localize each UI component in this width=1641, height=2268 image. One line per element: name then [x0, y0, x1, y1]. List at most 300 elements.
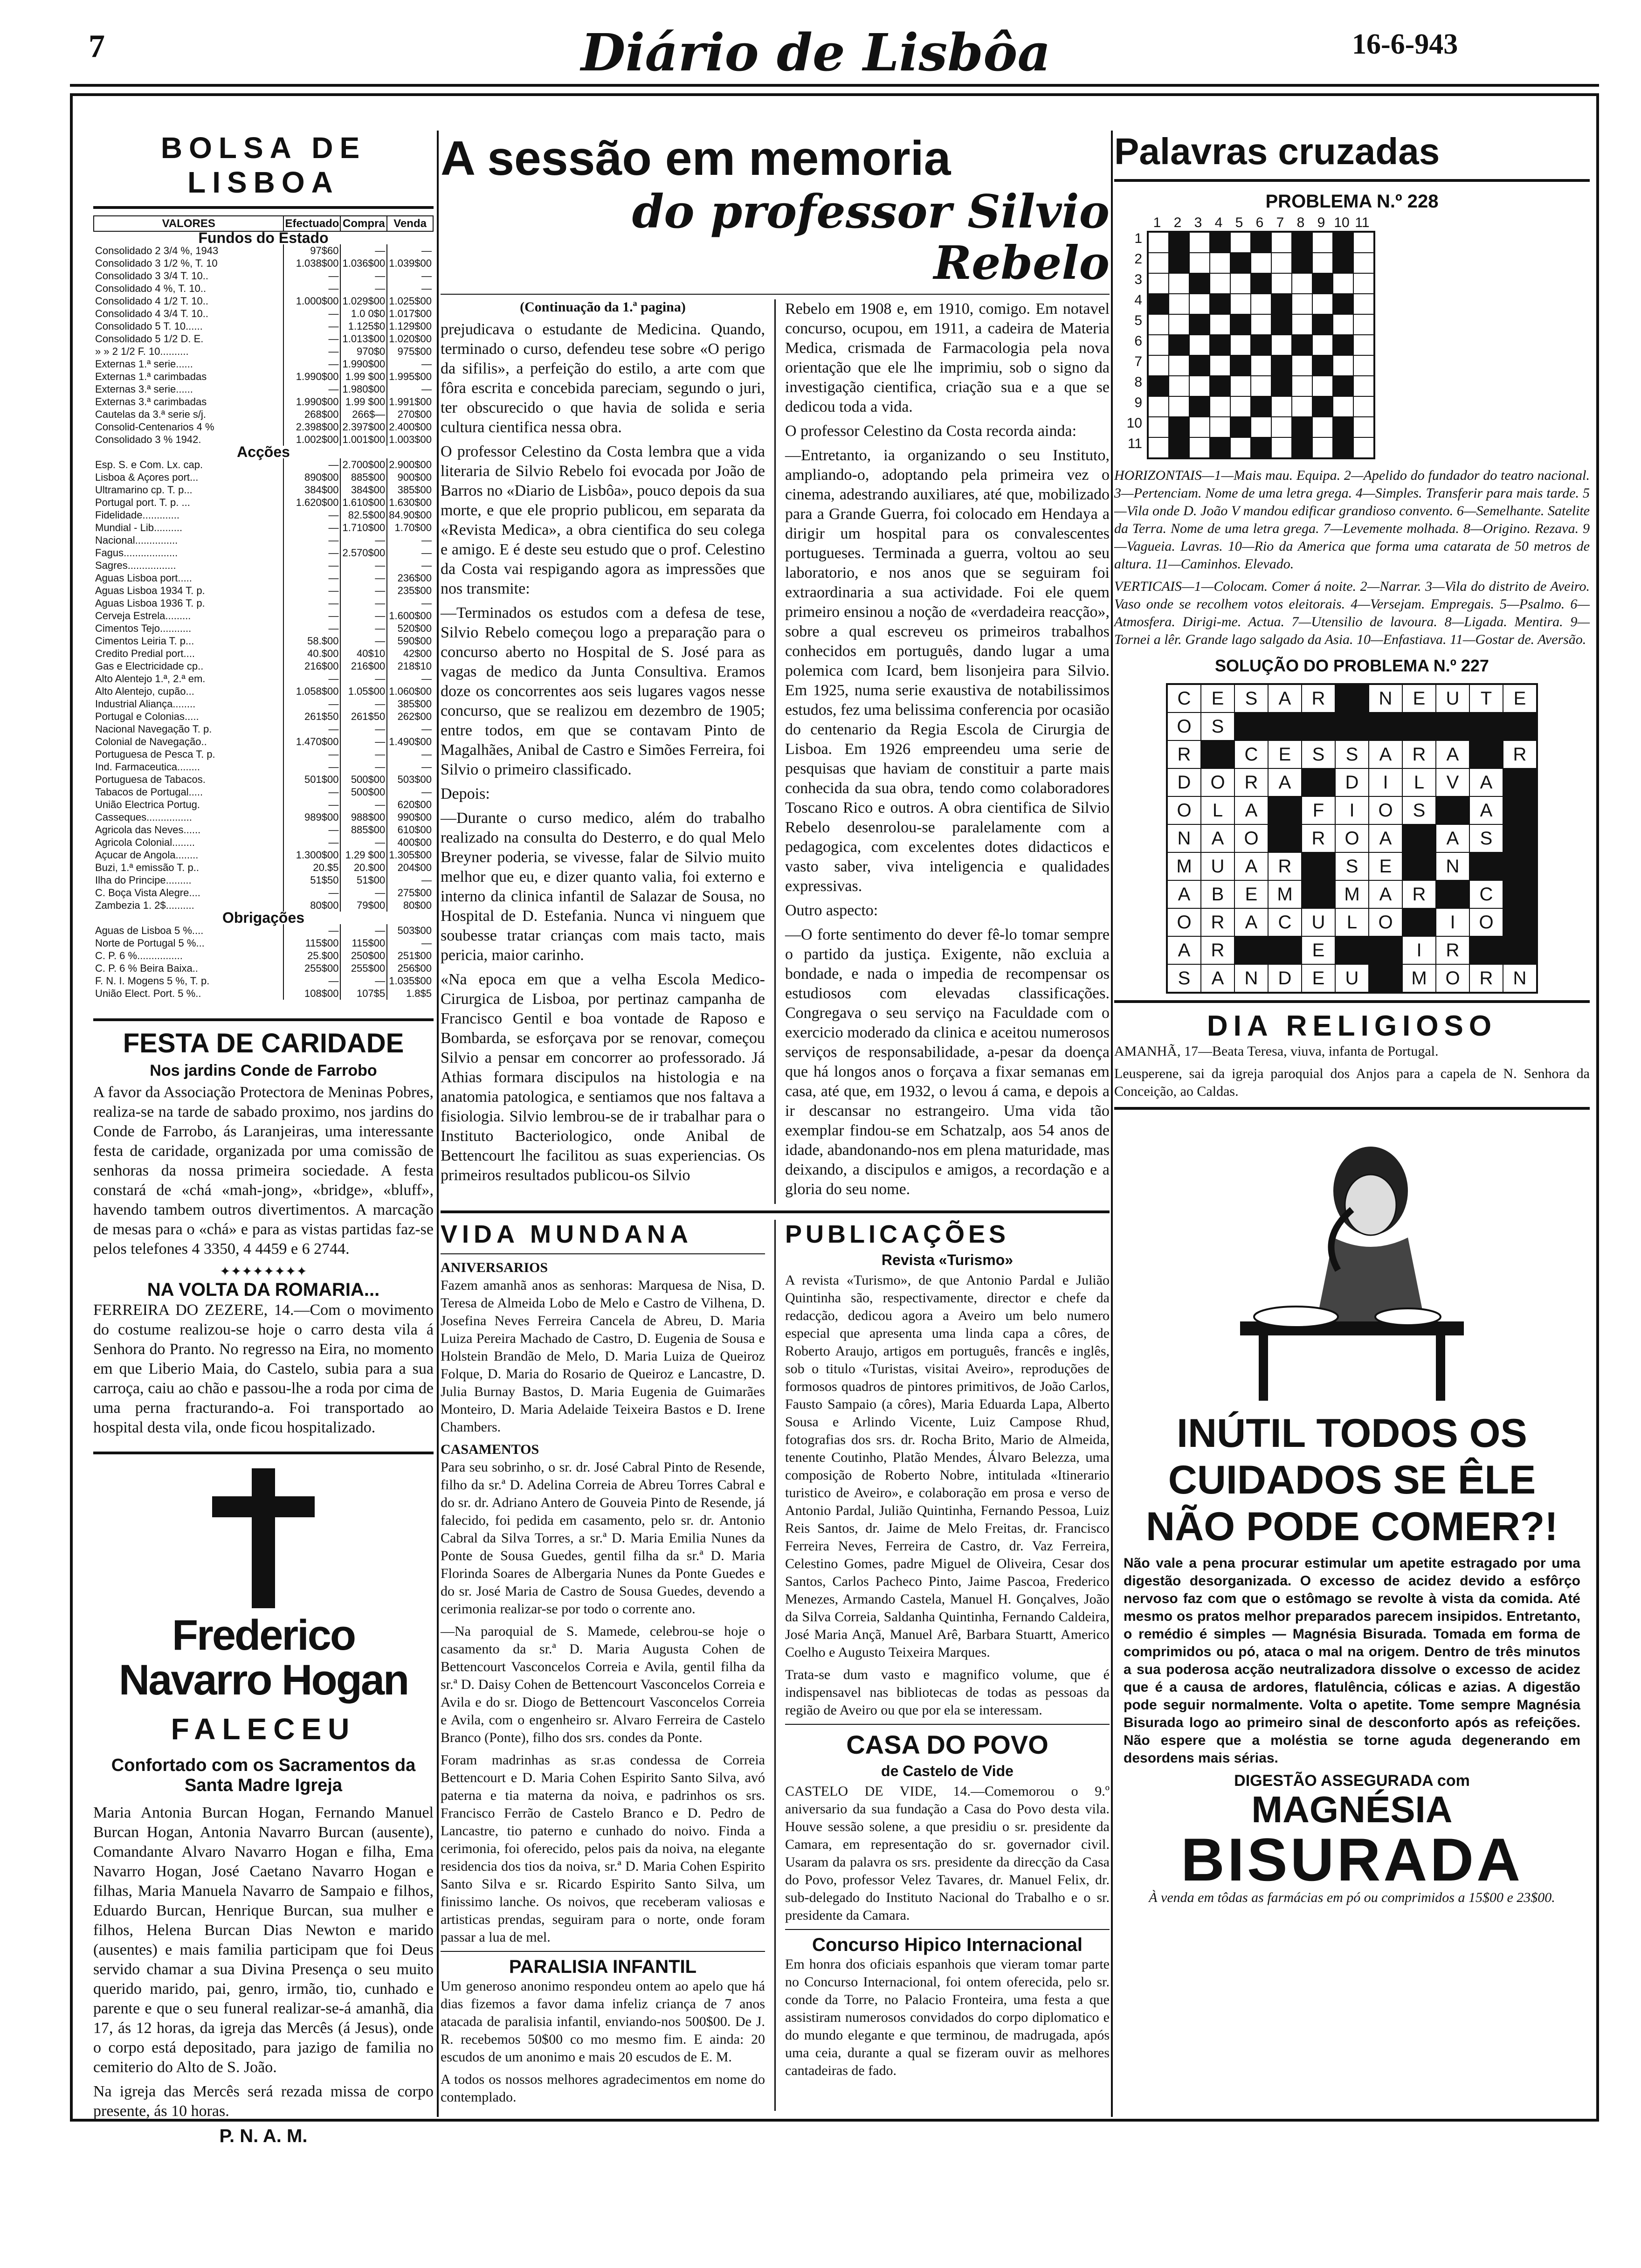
divider	[1114, 1000, 1590, 1003]
price-cell: 1.980$00	[340, 383, 387, 395]
crossword-cell	[1312, 294, 1333, 314]
solution-cell: C	[1234, 740, 1268, 768]
crossword-cell	[1169, 232, 1189, 253]
crossword-cell	[1292, 232, 1312, 253]
festa-title: FESTA DE CARIDADE	[123, 1028, 404, 1058]
newspaper-title: Diário de Lisbôa	[581, 22, 1051, 83]
price-cell: —	[283, 521, 340, 534]
table-row	[94, 761, 433, 773]
vida-title: VIDA MUNDANA	[441, 1220, 693, 1248]
crossword-cell	[1148, 335, 1169, 355]
solution-cell	[1234, 712, 1268, 740]
security-name: Tabacos de Portugal.....	[95, 786, 203, 798]
table-row	[94, 496, 433, 509]
crossword-cell	[1271, 253, 1292, 273]
crossword-cell	[1312, 396, 1333, 417]
security-name: Casseques................	[95, 811, 192, 823]
grid-col-number: 3	[1194, 215, 1202, 230]
security-name: Ilha do Principe.........	[95, 874, 192, 886]
table-row	[94, 509, 433, 521]
price-cell: —	[340, 270, 387, 282]
table-row	[94, 937, 433, 949]
security-name: Aguas de Lisboa 5 %....	[95, 925, 204, 936]
solution-cell: L	[1201, 796, 1234, 824]
price-cell: —	[283, 672, 340, 685]
price-cell: 251$00	[387, 949, 433, 962]
price-cell: 256$00	[387, 962, 433, 975]
solution-cell	[1402, 824, 1436, 852]
solution-cell: O	[1167, 908, 1201, 936]
solution-cell: R	[1302, 685, 1335, 712]
table-row	[94, 534, 433, 546]
grid-col-number: 9	[1317, 215, 1325, 230]
solution-cell	[1469, 740, 1503, 768]
publicacoes-sub: Revista «Turismo»	[881, 1252, 1014, 1268]
grid-row-number: 6	[1134, 333, 1142, 349]
solution-cell: S	[1469, 824, 1503, 852]
dia-body: AMANHÃ, 17—Beata Teresa, viuva, infanta de Portugal.	[1114, 1044, 1439, 1059]
solution-cell: S	[1335, 740, 1369, 768]
solution-cell	[1503, 768, 1537, 796]
solution-cell: R	[1234, 768, 1268, 796]
table-row	[94, 358, 433, 370]
table-row	[94, 748, 433, 761]
solution-cell: E	[1302, 964, 1335, 992]
left-column	[93, 131, 434, 2146]
solution-cell: A	[1436, 740, 1469, 768]
solution-cell: A	[1469, 768, 1503, 796]
crossword-cell	[1312, 314, 1333, 335]
crossword-cell	[1333, 437, 1353, 458]
table-row	[94, 244, 433, 257]
publicacoes-title: PUBLICAÇÕES	[785, 1220, 1010, 1248]
aniversarios-body: Fazem amanhã anos as senhoras: Marquesa de Nisa, D. Teresa de Almeida Lobo de Melo e Castro de Vilhena, D. Josefina Neves Ferreira Cancela de Abreu, D. Maria Luiza Pereira Machado de Castro, D. Eugenia de Sousa e Holstein Brandão de Melo, D. Maria Luiza de Queiroz Folque, D. Maria do Rosario de Queiroz e Lancastre, D. Julia Burnay Bastos, D. Maria Eugenia de Guimarães Monteiro, D. Maria Adelaide Teixeira Bastos e D. Irene Chambers.	[441, 1278, 765, 1435]
crossword-cell	[1210, 314, 1230, 335]
solution-cell: D	[1335, 768, 1369, 796]
divider	[1114, 179, 1590, 182]
palavras-title: Palavras cruzadas	[1114, 131, 1440, 172]
table-row	[94, 811, 433, 823]
casa-sub: de Castelo de Vide	[881, 1763, 1014, 1779]
price-cell: 1.99 $00	[340, 370, 387, 383]
price-cell: —	[387, 786, 433, 798]
price-cell: 1.8$5	[387, 987, 433, 1000]
sessao-paragraph: —Entretanto, ia organizando o seu Instituto, ampliando-o, adoptando pela primeira vez o cinema, adestrando auxiliares, até que, mobilizado para a Grande Guerra, foi colocado em Hendaya a dirigir um hospital para os convalescentes portugueses. Terminada a guerra, voltou ao seu laboratorio, e nos anos que se seguiram foi extraordinaria a sua actividade. Foi ele quem primeiro ensinou a noção de «verdadeira reacção», sobre a qual escreveu os primeiros trabalhos conhecidos em português, dando lugar a uma polemica com Icard, bem lisonjeira para Silvio. Em 1925, numa serie exaustiva de notabilissimos estudos, fez uma belissima conferencia por ocasião do centenario da Regia Escola de Cirurgia de Lisboa. Em 1926 empreendeu uma serie de pesquisas que haviam de constituir a parte mais conhecida da sua obra, tendo como colaboradores Toscano Rico e outros. A obra cientifica de Silvio Rebelo desenrolou-se paralelamente com a pedagogica, com excelentes dotes didacticos e vasto saber, viva inteligencia e qualidades expressivas.	[785, 447, 1110, 895]
ad-brand-1: MAGNÉSIA	[1251, 1789, 1453, 1830]
crossword-cell	[1333, 294, 1353, 314]
price-cell: 80$00	[387, 899, 433, 912]
ad-assegurada: DIGESTÃO ASSEGURADA com	[1234, 1772, 1470, 1790]
crossword-cell	[1189, 314, 1210, 335]
price-cell: —	[340, 735, 387, 748]
middle-column	[441, 131, 1110, 2117]
table-row	[94, 408, 433, 421]
crossword-cell	[1271, 335, 1292, 355]
table-row	[94, 698, 433, 710]
grid-col-number: 7	[1276, 215, 1284, 230]
paralisia-title: PARALISIA INFANTIL	[509, 1957, 697, 1977]
solution-cell: A	[1369, 880, 1402, 908]
obituary-signature: P. N. A. M.	[219, 2126, 308, 2146]
table-row	[94, 332, 433, 345]
solution-cell	[1268, 824, 1302, 852]
price-cell: —	[387, 244, 433, 257]
crossword-cell	[1148, 396, 1169, 417]
price-cell: 975$00	[387, 345, 433, 358]
solution-cell: S	[1335, 852, 1369, 880]
crossword-cell	[1189, 417, 1210, 437]
security-name: Externas 1.ª carimbadas	[95, 371, 207, 382]
price-cell: 1.020$00	[387, 332, 433, 345]
table-row	[94, 886, 433, 899]
solution-cell	[1335, 685, 1369, 712]
solution-cell: S	[1302, 740, 1335, 768]
publicacoes-body: A revista «Turismo», de que Antonio Pardal e Julião Quintinha são, respectivamente, director e chefe da redacção, dedicou agora a Aveiro um belo numero especial que apresenta uma linda capa a côres, de Roberto Araujo, artigos em português, francês e inglês, sob o titulo «Turistas, visitai Aveiro», reproduções de formosos quadros de pintores primitivos, de João Carlos, Fausto Sampaio (a côres), Maria Eduarda Lapa, Alberto Sousa e Arlindo Vicente, Luiz Campose Rhud, fotografias dos srs. dr. Rocha Brito, Mario de Almeida, tenente Coutinho, Platão Mendes, Álvaro Belezza, uma composição de Roberto Nobre, intitulada «Itinerario turistico de Aveiro», e colaboração em prosa e verso de Antonio Pardal, Julião Quintinha, Fernando Pessoa, Luiz Reis Santos, dr. Jaime de Melo Freitas, dr. Francisco Ferreira Neves, Ferreira de Castro, dr. Vaz Ferreira, Celestino Gomes, padre Miguel de Oliveira, Cesar dos Santos, Carlos Pacheco Pinto, Jaime Pascoa, Frederico Menezes, Armando Castela, Manuel H. Gonçalves, João da Silva Correia, Saldanha Quintinha, Fernando Caldeira, José Maria Ançã, Manuel Arê, Barbara Stuartt, Americo Coelho e Augusto Teixeira Marques.	[785, 1272, 1110, 1660]
price-cell: 42$00	[387, 647, 433, 660]
security-name: Aguas Lisboa 1936 T. p.	[95, 597, 205, 609]
crossword-cell	[1230, 294, 1251, 314]
casamentos-head: CASAMENTOS	[441, 1442, 539, 1457]
price-cell: 620$00	[387, 798, 433, 811]
security-name: Ultramarino cp. T. p...	[95, 484, 193, 496]
price-cell: 1.300$00	[283, 849, 340, 861]
paralisia-body: Um generoso anonimo respondeu ontem ao apelo que há dias fizemos a favor dama infeliz criança de 7 anos atacada de paralisia infantil, enviando-nos 500$00. De J. R. recebemos 50$00 co mo mesmo fim. E ainda: 20 escudos de um anonimo e mais 20 escudos de E. M.	[441, 1978, 765, 2065]
security-name: Portuguesa de Tabacos.	[95, 774, 206, 785]
price-cell: 82.5$00	[340, 509, 387, 521]
price-cell: 1.001$00	[340, 433, 387, 446]
table-row	[94, 421, 433, 433]
price-cell: —	[283, 823, 340, 836]
table-row	[94, 861, 433, 874]
crossword-cell	[1189, 232, 1210, 253]
casamentos-body: Para seu sobrinho, o sr. dr. José Cabral Pinto de Resende, filho da sr.ª D. Adelina Correia de Abreu Torres Cabral e do sr. dr. Adriano Antero de Gouveia Pinto de Resende, já falecido, foi pedida em casamento, pelo sr. dr. Antonio Cabral da Silva Torres, a sr.ª D. Maria Emilia Nunes da Ponte de Sousa Guedes, gentil filha da sr.ª D. Maria Florinda Soares de Albergaria Nunes da Ponte Guedes e do sr. José Maria de Castro de Sousa Guedes, devendo a cerimonia realizar-se por todo o corrente ano.	[441, 1459, 765, 1617]
crossword-cell	[1189, 437, 1210, 458]
crossword-cell	[1251, 376, 1271, 396]
price-cell: —	[283, 559, 340, 572]
divider	[93, 1452, 434, 1454]
crossword-cell	[1148, 294, 1169, 314]
sessao-paragraph: Outro aspecto:	[785, 902, 878, 919]
price-cell: 262$00	[387, 710, 433, 723]
solution-cell: A	[1369, 740, 1402, 768]
price-cell: 1.060$00	[387, 685, 433, 698]
crossword-cell	[1353, 335, 1374, 355]
solution-cell: N	[1167, 824, 1201, 852]
price-cell: 885$00	[340, 471, 387, 484]
security-name: Cimentos Tejo...........	[95, 622, 192, 634]
crossword-cell	[1251, 335, 1271, 355]
solution-cell: R	[1436, 936, 1469, 964]
crossword-cell	[1271, 314, 1292, 335]
table-row	[94, 849, 433, 861]
cross-icon	[193, 1468, 333, 1608]
divider	[441, 1253, 765, 1254]
security-name: Cerveja Estrela.........	[95, 610, 191, 622]
price-cell: —	[283, 383, 340, 395]
price-cell: 1.630$00	[387, 496, 433, 509]
solution-cell	[1469, 852, 1503, 880]
price-cell: 1.305$00	[387, 849, 433, 861]
price-cell: 988$00	[340, 811, 387, 823]
lower-middle	[441, 1220, 1110, 2111]
solution-cell	[1503, 852, 1537, 880]
casamentos-body: —Na paroquial de S. Mamede, celebrou-se hoje o casamento da sr.ª D. Maria Augusta Cohen de Bettencourt Vasconcelos Correia e Avila, gentil filha da sr.ª D. Daisy Cohen de Bettencourt Vasconcelos Correia e Avila e do sr. Diogo de Bettencourt Vasconcelos Correia e Avila, com o engenheiro sr. Alvaro Ferreira de Castelo Branco (Ponte), filho dos srs. condes da Ponte.	[441, 1624, 765, 1745]
solution-cell	[1503, 824, 1537, 852]
ad-brand-2: BISURADA	[1180, 1825, 1524, 1894]
security-name: C. Boça Vista Alegre....	[95, 887, 200, 899]
price-cell: 890$00	[283, 471, 340, 484]
solution-cell: R	[1201, 908, 1234, 936]
price-cell: 40.$00	[283, 647, 340, 660]
price-cell: —	[387, 534, 433, 546]
crossword-cell	[1271, 417, 1292, 437]
divider	[441, 294, 1110, 295]
table-row	[94, 257, 433, 270]
solution-cell: A	[1234, 852, 1268, 880]
divider	[93, 1018, 434, 1021]
crossword-cell	[1210, 437, 1230, 458]
price-cell: 51$50	[283, 874, 340, 886]
price-cell: —	[387, 748, 433, 761]
price-cell: —	[283, 698, 340, 710]
crossword-cell	[1230, 314, 1251, 335]
security-name: Fidelidade.............	[95, 509, 179, 521]
solution-cell: R	[1402, 740, 1436, 768]
solution-cell: A	[1201, 964, 1234, 992]
price-cell: 84.90$00	[387, 509, 433, 521]
price-cell: —	[283, 458, 340, 471]
price-cell: 1.125$0	[340, 320, 387, 332]
grid-col-number: 4	[1214, 215, 1223, 230]
solution-cell: T	[1469, 685, 1503, 712]
price-cell: —	[340, 723, 387, 735]
price-cell: —	[283, 622, 340, 635]
solution-cell	[1503, 796, 1537, 824]
solution-cell	[1402, 852, 1436, 880]
price-cell: 500$00	[340, 773, 387, 786]
table-row	[94, 660, 433, 672]
masthead-rule	[70, 84, 1599, 87]
price-cell: 900$00	[387, 471, 433, 484]
bolsa-section-head: Obrigações	[222, 909, 305, 926]
price-cell: —	[283, 597, 340, 609]
solution-cell: M	[1268, 880, 1302, 908]
solution-cell: A	[1167, 936, 1201, 964]
security-name: Consolidado 3 3/4 T. 10..	[95, 270, 208, 282]
casa-title: CASA DO POVO	[846, 1730, 1048, 1759]
solution-cell: D	[1268, 964, 1302, 992]
security-name: Açucar de Angola........	[95, 849, 199, 861]
sessao-paragraph: Depois:	[441, 785, 490, 802]
crossword-cell	[1353, 232, 1374, 253]
security-name: Consolidado 2 3/4 %, 1943	[95, 245, 219, 256]
crossword-cell	[1353, 355, 1374, 376]
crossword-cell	[1292, 335, 1312, 355]
horizontais: HORIZONTAIS—1—Mais mau. Equipa. 2—Apelido do fundador do teatro nacional. 3—Pertenciam. Nome de uma letra grega. 4—Simples. Transferir para mais tarde. 5—Vila onde D. João V mandou edificar grandioso convento. 6—Semelhante. Satelite da Terra. Nome de uma letra grega. 7—Levemente molhada. 8—Origino. Rezava. 9—Vagueia. Lavras. 10—Rio da America que forma uma catarata de 50 metros de altura. 11—Caminhos. Elevado.	[1114, 468, 1590, 572]
crossword-cell	[1271, 294, 1292, 314]
solution-cell: R	[1167, 740, 1201, 768]
solution-cell	[1503, 936, 1537, 964]
crossword-cell	[1148, 355, 1169, 376]
crossword-cell	[1292, 253, 1312, 273]
solution-cell	[1436, 796, 1469, 824]
price-cell: —	[340, 672, 387, 685]
grid-row-number: 1	[1134, 231, 1142, 246]
price-cell: 58.$00	[283, 635, 340, 647]
grid-col-number: 5	[1235, 215, 1243, 230]
security-name: Cautelas da 3.ª serie s/j.	[95, 408, 207, 420]
price-cell: —	[283, 546, 340, 559]
price-cell: 236$00	[387, 572, 433, 584]
crossword-cell	[1210, 376, 1230, 396]
right-column	[1114, 131, 1590, 2117]
price-cell: 1.003$00	[387, 433, 433, 446]
solution-cell	[1436, 880, 1469, 908]
publicacoes-body: Trata-se dum vasto e magnifico volume, que é indispensavel nas bibliotecas de todas as pessoas da região de Aveiro ou que por ela se interessam.	[785, 1667, 1110, 1718]
crossword-cell	[1312, 253, 1333, 273]
crossword-cell	[1292, 417, 1312, 437]
table-row	[94, 471, 433, 484]
price-cell: 970$0	[340, 345, 387, 358]
crossword-cell	[1210, 335, 1230, 355]
solution-cell: U	[1201, 852, 1234, 880]
solution-cell: R	[1201, 936, 1234, 964]
security-name: Consolidado 3 % 1942.	[95, 434, 201, 445]
solution-cell: R	[1302, 824, 1335, 852]
price-cell: 261$50	[283, 710, 340, 723]
price-cell: —	[340, 572, 387, 584]
crossword-cell	[1251, 396, 1271, 417]
solution-cell: D	[1167, 768, 1201, 796]
table-row	[94, 484, 433, 496]
crossword-cell	[1333, 314, 1353, 335]
security-name: Externas 1.ª serie......	[95, 358, 193, 370]
crossword-cell	[1230, 253, 1251, 273]
security-name: Agricola das Neves......	[95, 824, 201, 836]
solution-cell: R	[1268, 852, 1302, 880]
solution-cell	[1302, 880, 1335, 908]
crossword-top-numbers	[1124, 215, 1590, 231]
price-cell: 25.$00	[283, 949, 340, 962]
issue-date: 16-6-943	[1352, 28, 1458, 60]
price-cell: 385$00	[387, 698, 433, 710]
solution-cell	[1268, 936, 1302, 964]
security-name: C. P. 6 %................	[95, 950, 183, 961]
price-cell: 2.400$00	[387, 421, 433, 433]
crossword-cell	[1333, 396, 1353, 417]
ad-body: Não vale a pena procurar estimular um apetite estragado por uma digestão desorganizada. O excesso de acidez devido a esfôrço nervoso faz com que o estômago se revolte à vista da comida. Até mesmo os pratos melhor preparados parecem insipidos. Entretanto, o remédio é simples — Magnésia Bisurada. Tomada em forma de comprimidos ou pó, ataca o mal na origem. Dentro de três minutos a sua poderosa acção neutralizadora dissolve o excesso de acidez que é a causa de ardores, flatulência, cólicas e azias. A digestão pode seguir normalmente. Volta o apetite. Tome sempre Magnésia Bisurada logo ao primeiro sinal de desconforto após as refeições. Não espere que a moléstia se torne aguda degenerando em desordens mais sérias.	[1124, 1556, 1580, 1766]
crossword-cell	[1292, 396, 1312, 417]
security-name: Consolidado 3 1/2 %, T. 10	[95, 257, 218, 269]
security-name: Consolidado 4 1/2 T. 10..	[95, 295, 208, 307]
grid-row-number: 3	[1134, 272, 1142, 287]
crossword-cell	[1271, 376, 1292, 396]
crossword-cell	[1169, 294, 1189, 314]
price-cell: —	[387, 874, 433, 886]
price-cell: 1.99 $00	[340, 395, 387, 408]
price-cell: —	[283, 270, 340, 282]
security-name: Consolidado 5 1/2 D. E.	[95, 333, 204, 345]
crossword-cell	[1251, 232, 1271, 253]
divider	[1114, 1107, 1590, 1110]
price-cell: —	[283, 786, 340, 798]
crossword-cell	[1210, 417, 1230, 437]
price-cell: 1.70$00	[387, 521, 433, 534]
price-cell: 250$00	[340, 949, 387, 962]
grid-col-number: 2	[1173, 215, 1182, 230]
crossword-cell	[1353, 396, 1374, 417]
crossword-cell	[1148, 314, 1169, 335]
table-row	[94, 370, 433, 383]
security-name: Cimentos Leiria T. p...	[95, 635, 194, 647]
solution-cell: A	[1167, 880, 1201, 908]
crossword-cell	[1169, 417, 1189, 437]
solution-cell: A	[1268, 768, 1302, 796]
column-rule	[774, 299, 776, 1204]
table-row	[94, 609, 433, 622]
price-cell: 1.991$00	[387, 395, 433, 408]
solution-cell: E	[1302, 936, 1335, 964]
solution-cell	[1402, 908, 1436, 936]
security-name: C. P. 6 % Beira Baixa..	[95, 962, 198, 974]
solution-cell: N	[1503, 964, 1537, 992]
price-cell: 2.398$00	[283, 421, 340, 433]
crossword-cell	[1292, 294, 1312, 314]
crossword-cell	[1251, 294, 1271, 314]
solution-cell: E	[1503, 685, 1537, 712]
table-row	[94, 773, 433, 786]
crossword	[1124, 231, 1590, 459]
table-row	[94, 924, 433, 937]
price-cell: 1.129$00	[387, 320, 433, 332]
grid-row-number: 7	[1134, 354, 1142, 369]
security-name: União Electrica Portug.	[95, 799, 200, 810]
price-cell: —	[387, 383, 433, 395]
table-row	[94, 295, 433, 307]
solution-cell: I	[1369, 768, 1402, 796]
solution-cell: S	[1167, 964, 1201, 992]
crossword-cell	[1333, 273, 1353, 294]
sessao-paragraph: Rebelo em 1908 e, em 1910, comigo. Em notavel concurso, ocupou, em 1911, a cadeira de Materia Medica, crismada de Farmacologia pela nova orientação que ele lhe imprimiu, sob o signo da investigação cientifica, criação sua e a que se dedicou toda a vida.	[785, 300, 1110, 415]
solution-cell: A	[1369, 824, 1402, 852]
grid-row-number: 11	[1127, 436, 1142, 451]
crossword-cell	[1353, 294, 1374, 314]
price-cell: —	[340, 635, 387, 647]
security-name: Agricola Colonial........	[95, 837, 195, 848]
price-cell: —	[283, 761, 340, 773]
price-cell: 1.002$00	[283, 433, 340, 446]
crossword-cell	[1353, 437, 1374, 458]
grid-col-number: 11	[1355, 215, 1370, 230]
crossword-cell	[1271, 355, 1292, 376]
table-row	[94, 320, 433, 332]
crossword-cell	[1189, 253, 1210, 273]
table-row	[94, 584, 433, 597]
price-cell: —	[283, 748, 340, 761]
price-cell: —	[387, 358, 433, 370]
divider	[785, 1724, 1110, 1725]
column-rule	[1111, 131, 1113, 2117]
price-cell: 1.017$00	[387, 307, 433, 320]
price-cell: —	[283, 307, 340, 320]
sessao-subheadline: do professor Silvio Rebelo	[632, 185, 1110, 290]
price-cell: —	[283, 836, 340, 849]
crossword-cell	[1353, 376, 1374, 396]
price-cell: —	[283, 320, 340, 332]
solution-cell: L	[1335, 908, 1369, 936]
hipico-body: Em honra dos oficiais espanhois que vieram tomar parte no Concurso Internacional, foi ontem oferecida, pelo sr. conde da Torre, no Palacio Fronteira, uma festa a que assistiram numerosos convidados do corpo diplomatico e do mundo elegante e que terminou, de madrugada, após uma ceia, durante a qual se fizeram ouvir as melhores cantadeiras de fado.	[785, 1957, 1110, 2078]
bolsa-title: BOLSA DE LISBOA	[160, 131, 366, 199]
